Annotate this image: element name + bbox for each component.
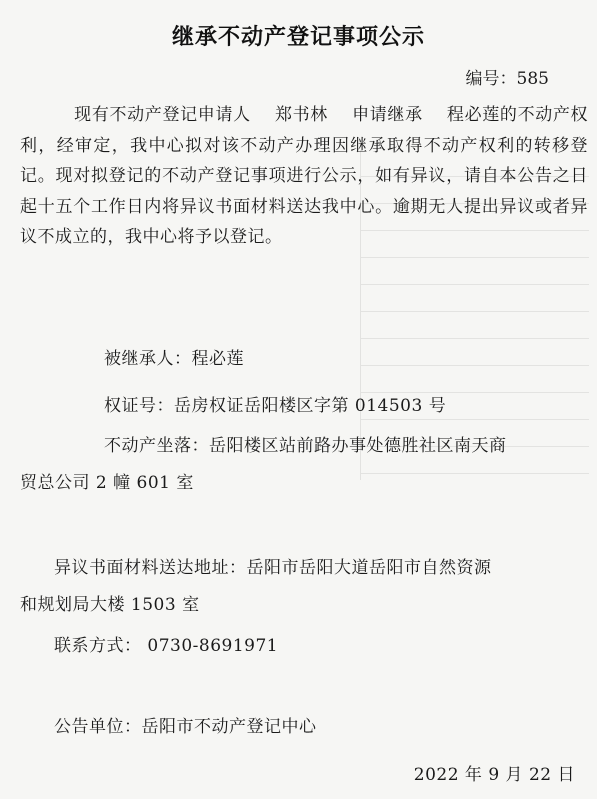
notice-paragraph — [20, 100, 588, 253]
applicant-name: 郑书林 — [274, 105, 328, 125]
document-title: 继承不动产登记事项公示 — [171, 25, 425, 50]
notice-body: 的不动产权利，经审定，我中心拟对该不动产办理因继承取得不动产权利的转移登记。现对拟登记的不动产登记事项进行公示，如有异议，请自本公告之日起十五个工作日内将异议书面材料送达我中心。逾期无人提出异议或者异议不成立的，我中心将予以登记。 — [20, 105, 589, 247]
bleed-through-shadow — [160, 68, 170, 93]
date-line: 2022 年 9 月 22 日 — [413, 765, 575, 785]
intro-lead: 现有不动产登记申请人 — [74, 105, 251, 125]
serial-number: 编号：585 — [465, 69, 549, 89]
location-line-1: 不动产坐落：岳阳楼区站前路办事处德胜社区南天商 — [104, 436, 507, 456]
decedent-name: 程必莲 — [446, 105, 500, 125]
publisher-line: 公告单位：岳阳市不动产登记中心 — [54, 717, 317, 737]
objection-address-line-2: 和规划局大楼 1503 室 — [20, 595, 200, 615]
inheritee-line: 被继承人：程必莲 — [104, 349, 244, 369]
objection-address-line-1: 异议书面材料送达地址：岳阳市岳阳大道岳阳市自然资源 — [54, 558, 492, 578]
intro-action: 申请继承 — [351, 105, 423, 125]
contact-line: 联系方式： 0730-8691971 — [54, 636, 279, 656]
location-line-2: 贸总公司 2 幢 601 室 — [20, 473, 194, 493]
certificate-line: 权证号：岳房权证岳阳楼区字第 014503 号 — [104, 396, 447, 416]
